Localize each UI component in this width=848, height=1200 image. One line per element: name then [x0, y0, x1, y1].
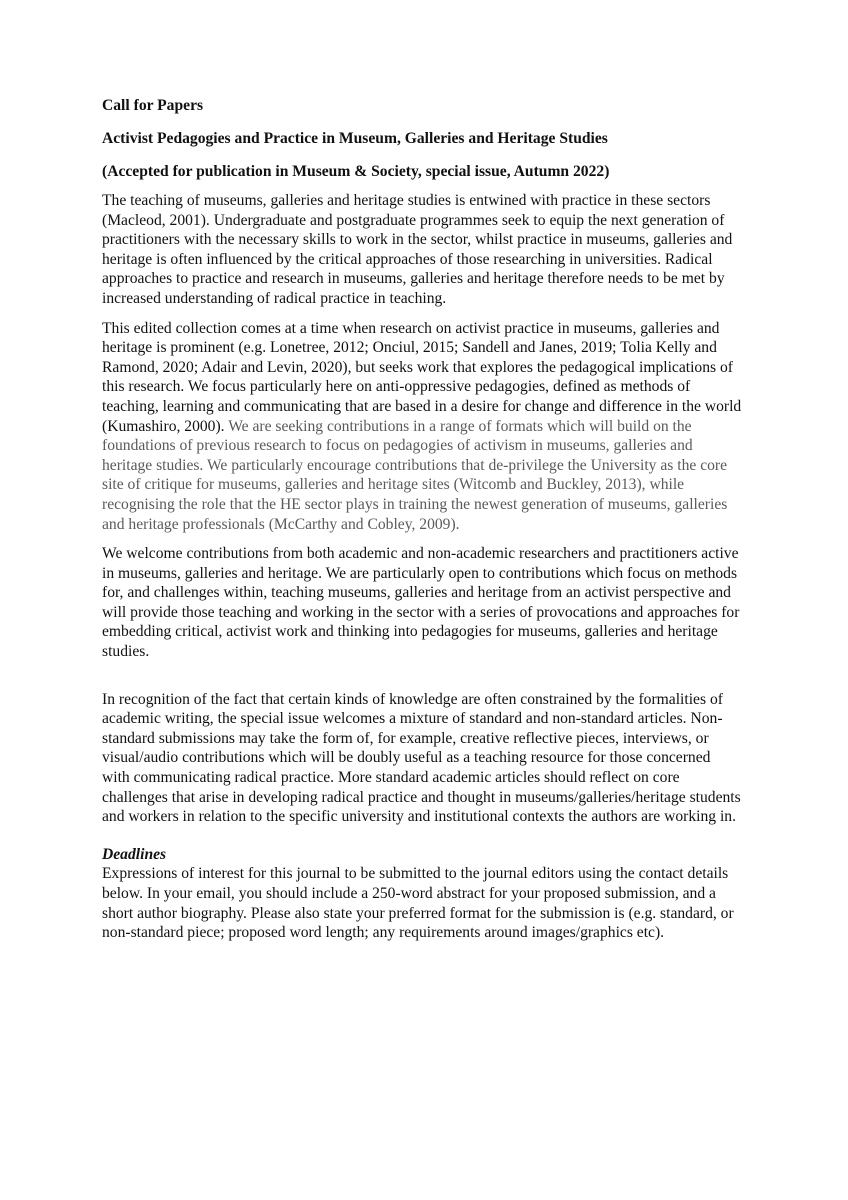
- paragraph-collection-main: This edited collection comes at a time when research on activist practice in museums, galleries and heritage is prominent (e.g. Lonetree, 2012; Onciul, 2015; Sandell and Janes, 2019; Tolia Kelly and Ramond, 2020; Adair and Levin, 2020), but seeks work that explores the pedagogical implications of this research. We focus particularly here on anti-oppressive pedagogies, defined as methods of teaching, learning and communicating that are based in a desire for change and difference in the world (Kumashiro, 2000).: [102, 319, 742, 435]
- paragraph-deadlines: Expressions of interest for this journal to be submitted to the journal editors using the contact details below. In your email, you should include a 250-word abstract for your proposed submission, and a short author biography. Please also state your preferred format for the submission is (e.g. standard, or non-standard piece; proposed word length; any requirements around images/graphics etc).: [102, 865, 734, 942]
- document-page: [102, 96, 742, 953]
- paragraph-recognition: In recognition of the fact that certain kinds of knowledge are often constrained by the formalities of academic writing, the special issue welcomes a mixture of standard and non-standard articles. Non-standard submissions may take the form of, for example, creative reflective pieces, interviews, or visual/audio contributions which will be doubly useful as a teaching resource for those concerned with communicating radical practice. More standard academic articles should reflect on core challenges that arise in developing radical practice and thought in museums/galleries/heritage students and workers in relation to the specific university and institutional contexts the authors are working in.: [102, 690, 741, 826]
- paragraph-collection: [102, 319, 742, 535]
- paragraph-welcome: We welcome contributions from both academic and non-academic researchers and practitioners active in museums, galleries and heritage. We are particularly open to contributions which focus on methods for, and challenges within, teaching museums, galleries and heritage from an activist perspective and will provide those teaching and working in the sector with a series of provocations and approaches for embedding critical, activist work and thinking into pedagogies for museums, galleries and heritage studies.: [102, 545, 740, 661]
- publication-note: (Accepted for publication in Museum & Society, special issue, Autumn 2022): [102, 163, 610, 180]
- paragraph-collection-seeking: We are seeking contributions in a range of formats which will build on the foundations of previous research to focus on pedagogies of activism in museums, galleries and heritage studies. We particularly encourage contributions that de-privilege the University as the core site of critique for museums, galleries and heritage sites (Witcomb and Buckley, 2013), while recognising the role that the HE sector plays in training the newest generation of museums, galleries and heritage professionals (McCarthy and Cobley, 2009).: [102, 417, 728, 533]
- document-subtitle: Activist Pedagogies and Practice in Museum, Galleries and Heritage Studies: [102, 130, 608, 147]
- deadlines-heading: Deadlines: [102, 845, 167, 863]
- document-title: Call for Papers: [102, 97, 204, 114]
- paragraph-intro: The teaching of museums, galleries and heritage studies is entwined with practice in these sectors (Macleod, 2001). Undergraduate and postgraduate programmes seek to equip the next generation of practitioners with the necessary skills to work in the sector, whilst practice in museums, galleries and heritage is often influenced by the critical approaches of those researching in universities. Radical approaches to practice and research in museums, galleries and heritage therefore needs to be met by increased understanding of radical practice in teaching.: [102, 192, 733, 307]
